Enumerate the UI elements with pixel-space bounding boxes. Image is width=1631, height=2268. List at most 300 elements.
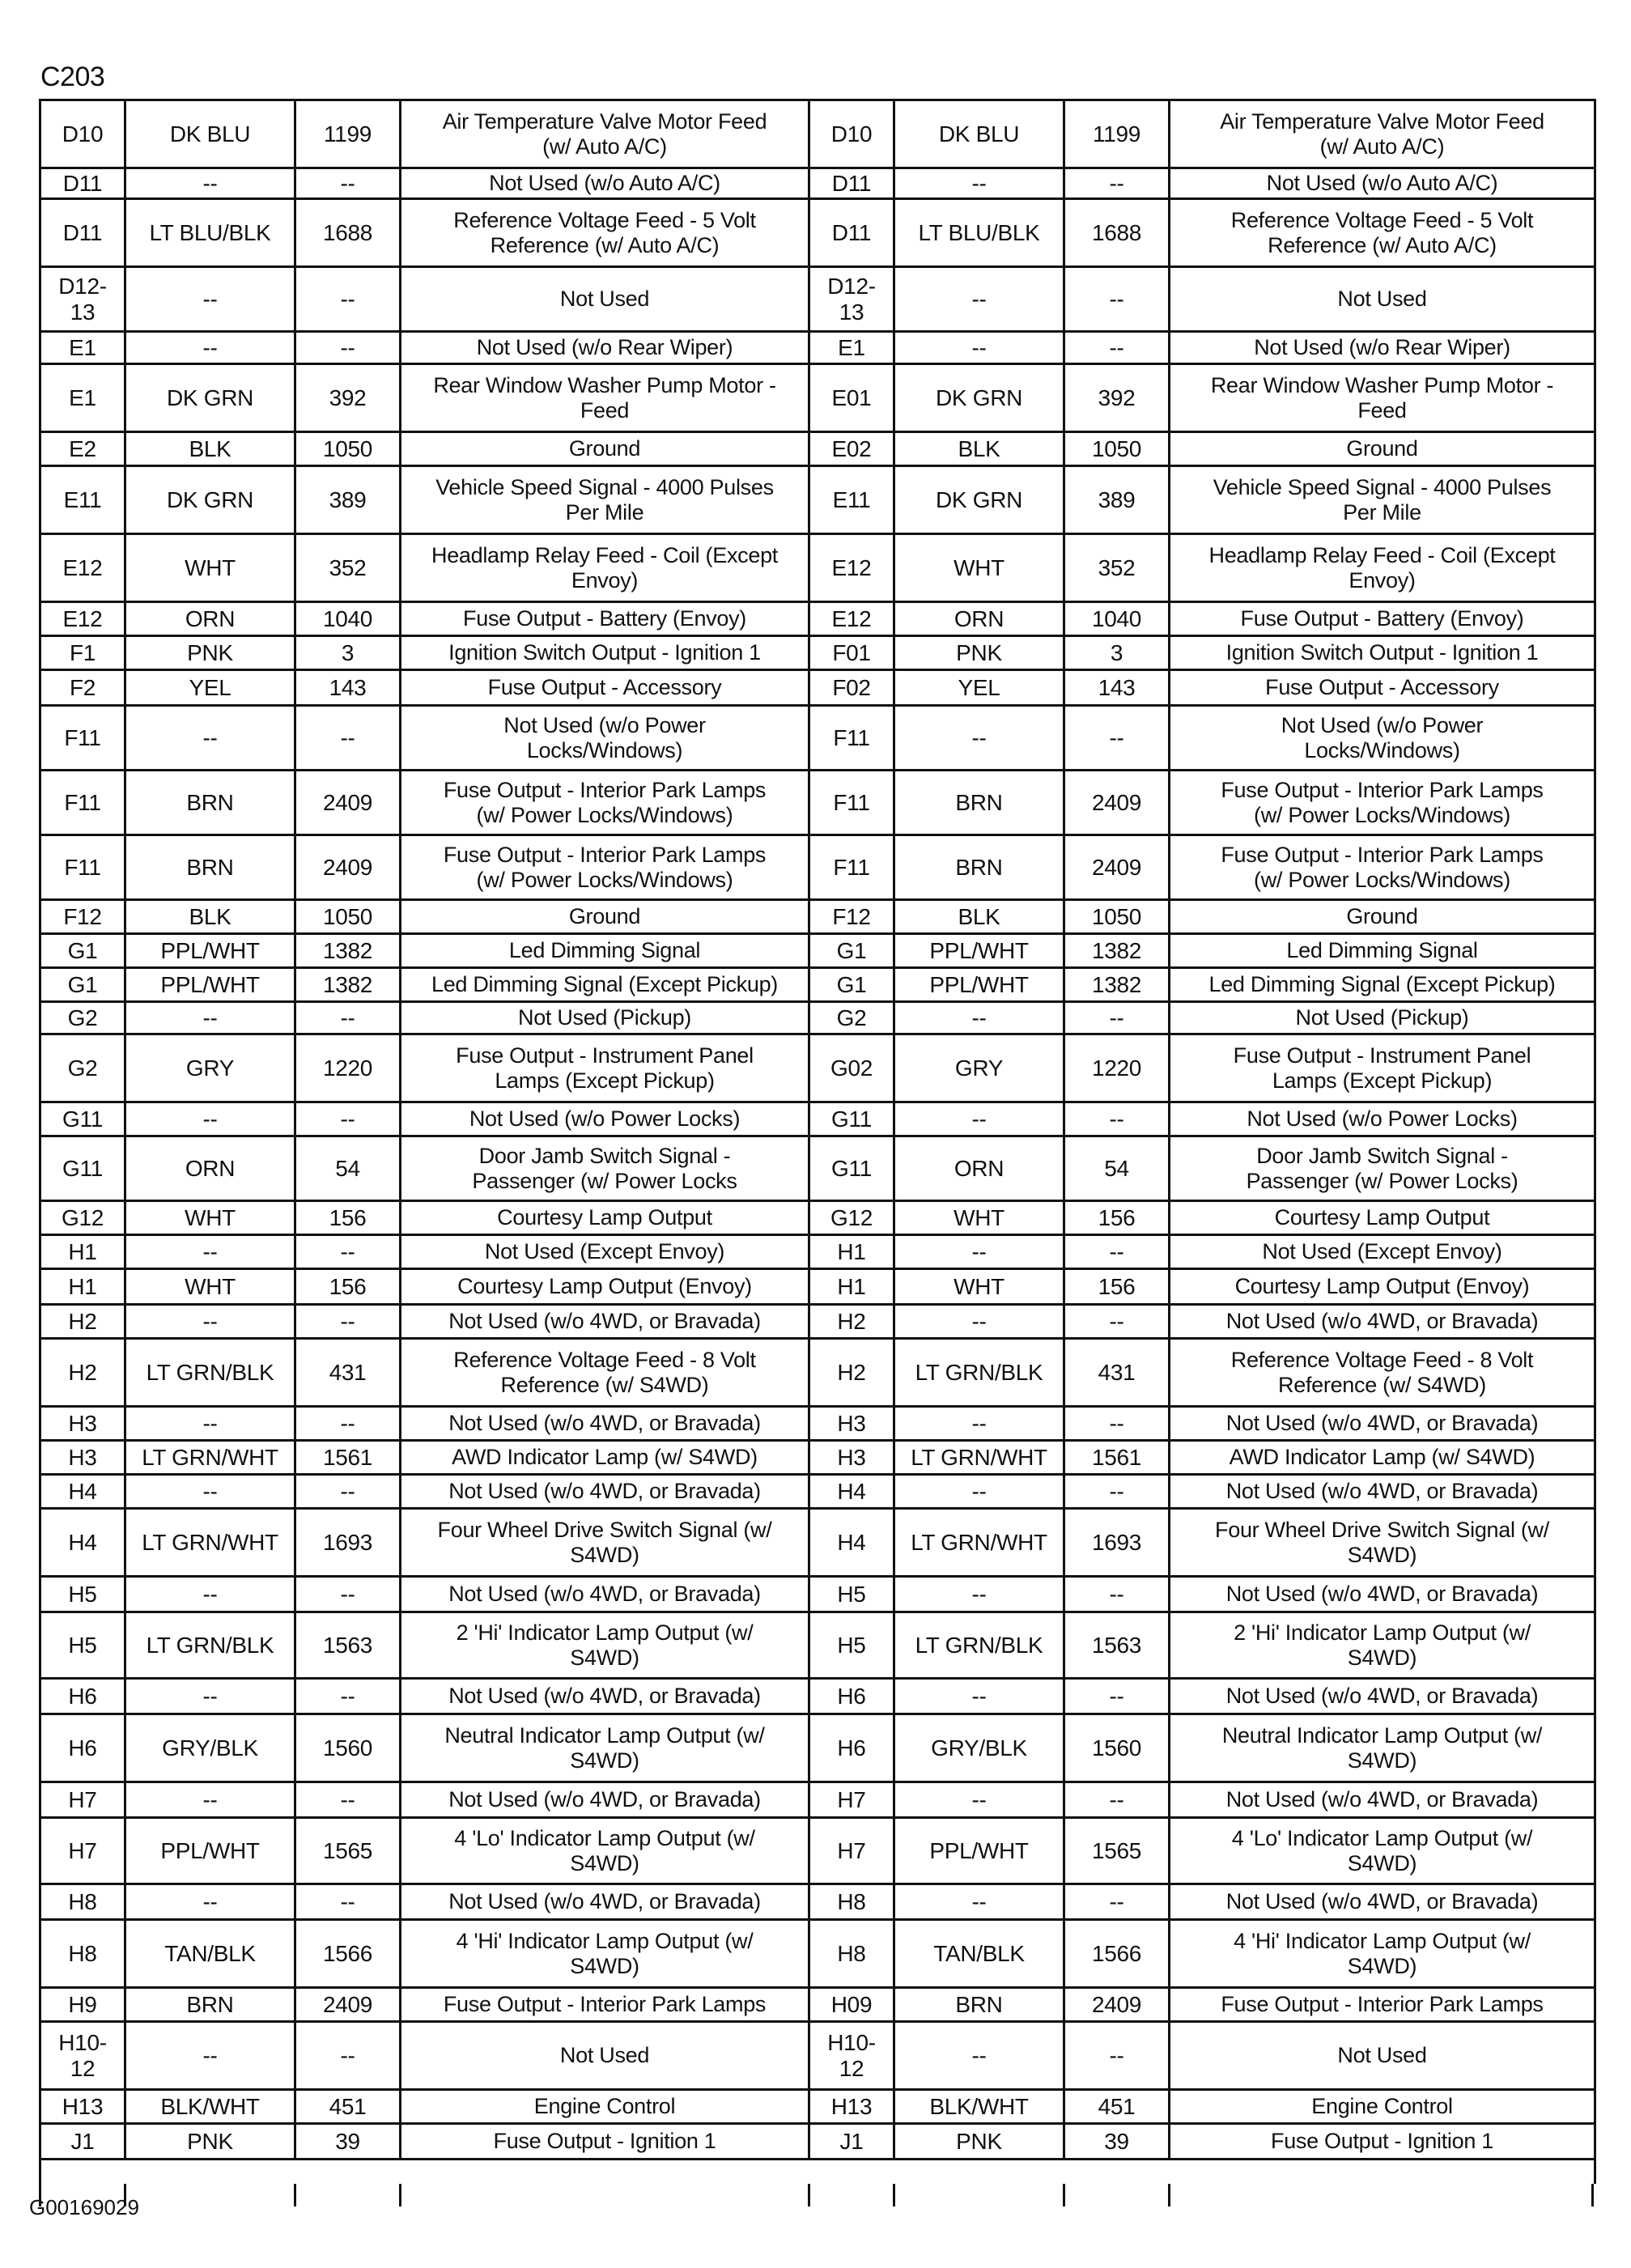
- right-circuit-cell: 39: [1065, 2125, 1170, 2160]
- right-pin-cell: D11: [810, 169, 895, 200]
- right-circuit-cell: 451: [1065, 2091, 1170, 2125]
- right-function-cell: Fuse Output - Battery (Envoy): [1170, 603, 1594, 637]
- right-circuit-cell: 1566: [1065, 1921, 1170, 1989]
- left-pin-cell: E12: [41, 603, 126, 637]
- right-pin-cell: F01: [810, 637, 895, 671]
- right-pin-cell: H5: [810, 1578, 895, 1613]
- left-circuit-cell: 1050: [296, 433, 401, 467]
- connector-pinout-table: [39, 99, 1596, 2184]
- right-function-cell: 4 'Lo' Indicator Lamp Output (w/ S4WD): [1170, 1819, 1594, 1885]
- left-circuit-cell: 3: [296, 637, 401, 671]
- right-function-cell: Not Used (w/o 4WD, or Bravada): [1170, 1476, 1594, 1510]
- right-wire-color-cell: WHT: [895, 535, 1065, 603]
- left-pin-cell: H5: [41, 1578, 126, 1613]
- right-function-cell: Door Jamb Switch Signal - Passenger (w/ Power Locks): [1170, 1137, 1594, 1202]
- left-function-cell: 4 'Hi' Indicator Lamp Output (w/ S4WD): [401, 1921, 810, 1989]
- left-circuit-cell: --: [296, 1236, 401, 1270]
- left-wire-color-cell: --: [126, 268, 296, 333]
- left-wire-color-cell: LT BLU/BLK: [126, 200, 296, 268]
- right-function-cell: Engine Control: [1170, 2091, 1594, 2125]
- right-function-cell: Vehicle Speed Signal - 4000 Pulses Per Mile: [1170, 467, 1594, 535]
- right-pin-cell: E11: [810, 467, 895, 535]
- left-function-cell: 2 'Hi' Indicator Lamp Output (w/ S4WD): [401, 1613, 810, 1680]
- right-pin-cell: H6: [810, 1715, 895, 1783]
- left-pin-cell: G1: [41, 935, 126, 969]
- left-wire-color-cell: DK BLU: [126, 101, 296, 169]
- left-wire-color-cell: GRY/BLK: [126, 1715, 296, 1783]
- left-pin-cell: F11: [41, 707, 126, 771]
- right-circuit-cell: 1382: [1065, 935, 1170, 969]
- left-wire-color-cell: --: [126, 1578, 296, 1613]
- left-circuit-cell: 1040: [296, 603, 401, 637]
- right-wire-color-cell: LT GRN/BLK: [895, 1340, 1065, 1408]
- right-pin-cell: F11: [810, 771, 895, 836]
- right-wire-color-cell: --: [895, 707, 1065, 771]
- left-wire-color-cell: --: [126, 1885, 296, 1921]
- left-circuit-cell: 1693: [296, 1510, 401, 1578]
- right-circuit-cell: --: [1065, 268, 1170, 333]
- right-circuit-cell: 2409: [1065, 1989, 1170, 2023]
- right-pin-cell: E12: [810, 603, 895, 637]
- right-pin-cell: D12- 13: [810, 268, 895, 333]
- left-wire-color-cell: DK GRN: [126, 467, 296, 535]
- right-wire-color-cell: PPL/WHT: [895, 969, 1065, 1003]
- left-circuit-cell: --: [296, 1680, 401, 1715]
- left-wire-color-cell: BRN: [126, 836, 296, 901]
- left-wire-color-cell: PNK: [126, 637, 296, 671]
- left-wire-color-cell: YEL: [126, 671, 296, 707]
- left-pin-cell: G11: [41, 1103, 126, 1137]
- left-pin-cell: F1: [41, 637, 126, 671]
- right-pin-cell: H8: [810, 1885, 895, 1921]
- left-circuit-cell: 1382: [296, 935, 401, 969]
- left-wire-color-cell: LT GRN/BLK: [126, 1613, 296, 1680]
- left-function-cell: Door Jamb Switch Signal - Passenger (w/ Power Locks: [401, 1137, 810, 1202]
- left-wire-color-cell: --: [126, 2023, 296, 2091]
- right-circuit-cell: 1688: [1065, 200, 1170, 268]
- right-circuit-cell: 431: [1065, 1340, 1170, 1408]
- left-function-cell: Courtesy Lamp Output: [401, 1202, 810, 1236]
- pinout-grid: [41, 101, 1594, 2160]
- right-pin-cell: H09: [810, 1989, 895, 2023]
- right-function-cell: Headlamp Relay Feed - Coil (Except Envoy): [1170, 535, 1594, 603]
- right-wire-color-cell: GRY: [895, 1035, 1065, 1103]
- left-pin-cell: H4: [41, 1476, 126, 1510]
- right-circuit-cell: 1561: [1065, 1442, 1170, 1476]
- left-circuit-cell: --: [296, 707, 401, 771]
- left-pin-cell: H6: [41, 1680, 126, 1715]
- left-circuit-cell: 392: [296, 365, 401, 433]
- right-function-cell: Four Wheel Drive Switch Signal (w/ S4WD): [1170, 1510, 1594, 1578]
- left-wire-color-cell: --: [126, 1306, 296, 1340]
- right-circuit-cell: 352: [1065, 535, 1170, 603]
- left-circuit-cell: --: [296, 1885, 401, 1921]
- right-wire-color-cell: BRN: [895, 771, 1065, 836]
- left-circuit-cell: 1199: [296, 101, 401, 169]
- right-wire-color-cell: BRN: [895, 1989, 1065, 2023]
- right-circuit-cell: --: [1065, 1003, 1170, 1035]
- right-function-cell: Reference Voltage Feed - 5 Volt Reference (w/ Auto A/C): [1170, 200, 1594, 268]
- left-wire-color-cell: GRY: [126, 1035, 296, 1103]
- right-circuit-cell: 1040: [1065, 603, 1170, 637]
- left-pin-cell: H8: [41, 1921, 126, 1989]
- left-function-cell: Not Used (w/o 4WD, or Bravada): [401, 1885, 810, 1921]
- right-wire-color-cell: LT GRN/BLK: [895, 1613, 1065, 1680]
- right-wire-color-cell: WHT: [895, 1270, 1065, 1306]
- column-continuation-line: [294, 2184, 296, 2206]
- right-circuit-cell: 1050: [1065, 901, 1170, 935]
- right-circuit-cell: 1563: [1065, 1613, 1170, 1680]
- left-wire-color-cell: BRN: [126, 771, 296, 836]
- right-wire-color-cell: TAN/BLK: [895, 1921, 1065, 1989]
- column-continuation-line: [399, 2184, 401, 2206]
- left-function-cell: Not Used (w/o 4WD, or Bravada): [401, 1476, 810, 1510]
- left-wire-color-cell: DK GRN: [126, 365, 296, 433]
- left-wire-color-cell: PPL/WHT: [126, 1819, 296, 1885]
- right-pin-cell: G11: [810, 1103, 895, 1137]
- left-function-cell: Engine Control: [401, 2091, 810, 2125]
- left-circuit-cell: --: [296, 1476, 401, 1510]
- left-function-cell: Fuse Output - Accessory: [401, 671, 810, 707]
- left-circuit-cell: --: [296, 333, 401, 365]
- right-function-cell: Fuse Output - Interior Park Lamps (w/ Power Locks/Windows): [1170, 771, 1594, 836]
- left-circuit-cell: --: [296, 169, 401, 200]
- left-circuit-cell: 1566: [296, 1921, 401, 1989]
- left-function-cell: Fuse Output - Ignition 1: [401, 2125, 810, 2160]
- right-pin-cell: G11: [810, 1137, 895, 1202]
- left-circuit-cell: 1563: [296, 1613, 401, 1680]
- right-pin-cell: F02: [810, 671, 895, 707]
- right-function-cell: 4 'Hi' Indicator Lamp Output (w/ S4WD): [1170, 1921, 1594, 1989]
- right-wire-color-cell: BLK/WHT: [895, 2091, 1065, 2125]
- right-pin-cell: H5: [810, 1613, 895, 1680]
- left-circuit-cell: 156: [296, 1270, 401, 1306]
- right-pin-cell: E1: [810, 333, 895, 365]
- left-wire-color-cell: --: [126, 1783, 296, 1819]
- right-wire-color-cell: --: [895, 1236, 1065, 1270]
- left-wire-color-cell: ORN: [126, 603, 296, 637]
- left-pin-cell: D10: [41, 101, 126, 169]
- left-pin-cell: H2: [41, 1340, 126, 1408]
- right-pin-cell: G1: [810, 935, 895, 969]
- right-pin-cell: E02: [810, 433, 895, 467]
- left-pin-cell: H1: [41, 1270, 126, 1306]
- right-wire-color-cell: LT GRN/WHT: [895, 1510, 1065, 1578]
- right-pin-cell: G12: [810, 1202, 895, 1236]
- right-wire-color-cell: GRY/BLK: [895, 1715, 1065, 1783]
- left-circuit-cell: --: [296, 1783, 401, 1819]
- right-wire-color-cell: --: [895, 333, 1065, 365]
- left-circuit-cell: 1220: [296, 1035, 401, 1103]
- right-circuit-cell: --: [1065, 707, 1170, 771]
- left-function-cell: Not Used (w/o 4WD, or Bravada): [401, 1408, 810, 1442]
- right-pin-cell: E01: [810, 365, 895, 433]
- left-circuit-cell: 1050: [296, 901, 401, 935]
- right-pin-cell: G1: [810, 969, 895, 1003]
- left-wire-color-cell: PPL/WHT: [126, 935, 296, 969]
- right-pin-cell: H6: [810, 1680, 895, 1715]
- left-function-cell: Rear Window Washer Pump Motor - Feed: [401, 365, 810, 433]
- left-wire-color-cell: --: [126, 1236, 296, 1270]
- left-circuit-cell: 143: [296, 671, 401, 707]
- column-continuation-line: [808, 2184, 810, 2206]
- right-wire-color-cell: ORN: [895, 1137, 1065, 1202]
- right-circuit-cell: --: [1065, 169, 1170, 200]
- left-pin-cell: H4: [41, 1510, 126, 1578]
- left-circuit-cell: 2409: [296, 771, 401, 836]
- right-circuit-cell: --: [1065, 333, 1170, 365]
- right-function-cell: Not Used (w/o 4WD, or Bravada): [1170, 1306, 1594, 1340]
- right-wire-color-cell: YEL: [895, 671, 1065, 707]
- left-wire-color-cell: PPL/WHT: [126, 969, 296, 1003]
- right-pin-cell: H1: [810, 1270, 895, 1306]
- left-pin-cell: E1: [41, 365, 126, 433]
- left-pin-cell: H13: [41, 2091, 126, 2125]
- right-circuit-cell: 392: [1065, 365, 1170, 433]
- left-pin-cell: H2: [41, 1306, 126, 1340]
- right-circuit-cell: 3: [1065, 637, 1170, 671]
- left-wire-color-cell: BRN: [126, 1989, 296, 2023]
- right-function-cell: Not Used (w/o Power Locks): [1170, 1103, 1594, 1137]
- right-wire-color-cell: WHT: [895, 1202, 1065, 1236]
- right-circuit-cell: 1560: [1065, 1715, 1170, 1783]
- left-circuit-cell: --: [296, 1103, 401, 1137]
- right-circuit-cell: --: [1065, 1306, 1170, 1340]
- left-pin-cell: H1: [41, 1236, 126, 1270]
- right-circuit-cell: 2409: [1065, 836, 1170, 901]
- left-pin-cell: D11: [41, 200, 126, 268]
- left-wire-color-cell: BLK: [126, 433, 296, 467]
- right-pin-cell: H4: [810, 1476, 895, 1510]
- right-circuit-cell: 156: [1065, 1202, 1170, 1236]
- left-pin-cell: G12: [41, 1202, 126, 1236]
- left-pin-cell: G2: [41, 1003, 126, 1035]
- right-function-cell: Not Used (Except Envoy): [1170, 1236, 1594, 1270]
- right-wire-color-cell: --: [895, 1578, 1065, 1613]
- right-wire-color-cell: --: [895, 1783, 1065, 1819]
- right-pin-cell: H13: [810, 2091, 895, 2125]
- left-circuit-cell: 1382: [296, 969, 401, 1003]
- left-pin-cell: G11: [41, 1137, 126, 1202]
- left-wire-color-cell: BLK/WHT: [126, 2091, 296, 2125]
- left-circuit-cell: 54: [296, 1137, 401, 1202]
- right-function-cell: Fuse Output - Instrument Panel Lamps (Except Pickup): [1170, 1035, 1594, 1103]
- left-pin-cell: E2: [41, 433, 126, 467]
- left-wire-color-cell: WHT: [126, 535, 296, 603]
- right-circuit-cell: --: [1065, 1680, 1170, 1715]
- left-circuit-cell: 1565: [296, 1819, 401, 1885]
- left-function-cell: Ignition Switch Output - Ignition 1: [401, 637, 810, 671]
- left-function-cell: Not Used (w/o 4WD, or Bravada): [401, 1680, 810, 1715]
- left-pin-cell: H10- 12: [41, 2023, 126, 2091]
- right-pin-cell: J1: [810, 2125, 895, 2160]
- right-function-cell: Fuse Output - Interior Park Lamps (w/ Power Locks/Windows): [1170, 836, 1594, 901]
- right-pin-cell: H4: [810, 1510, 895, 1578]
- left-function-cell: Fuse Output - Interior Park Lamps (w/ Power Locks/Windows): [401, 836, 810, 901]
- left-circuit-cell: 2409: [296, 1989, 401, 2023]
- left-wire-color-cell: --: [126, 1680, 296, 1715]
- right-function-cell: Ignition Switch Output - Ignition 1: [1170, 637, 1594, 671]
- left-wire-color-cell: WHT: [126, 1270, 296, 1306]
- right-circuit-cell: --: [1065, 1885, 1170, 1921]
- right-pin-cell: H10- 12: [810, 2023, 895, 2091]
- right-circuit-cell: --: [1065, 1236, 1170, 1270]
- right-function-cell: Courtesy Lamp Output: [1170, 1202, 1594, 1236]
- left-pin-cell: D11: [41, 169, 126, 200]
- left-pin-cell: H3: [41, 1442, 126, 1476]
- left-pin-cell: E12: [41, 535, 126, 603]
- right-function-cell: Led Dimming Signal (Except Pickup): [1170, 969, 1594, 1003]
- left-wire-color-cell: PNK: [126, 2125, 296, 2160]
- right-wire-color-cell: BLK: [895, 901, 1065, 935]
- right-circuit-cell: --: [1065, 1103, 1170, 1137]
- right-wire-color-cell: --: [895, 1476, 1065, 1510]
- left-pin-cell: H5: [41, 1613, 126, 1680]
- column-continuation-line: [1063, 2184, 1065, 2206]
- right-circuit-cell: --: [1065, 1408, 1170, 1442]
- right-circuit-cell: 1050: [1065, 433, 1170, 467]
- right-circuit-cell: --: [1065, 1578, 1170, 1613]
- right-wire-color-cell: --: [895, 169, 1065, 200]
- left-wire-color-cell: --: [126, 169, 296, 200]
- right-circuit-cell: 1220: [1065, 1035, 1170, 1103]
- left-function-cell: Fuse Output - Battery (Envoy): [401, 603, 810, 637]
- right-function-cell: Courtesy Lamp Output (Envoy): [1170, 1270, 1594, 1306]
- left-function-cell: Vehicle Speed Signal - 4000 Pulses Per Mile: [401, 467, 810, 535]
- right-function-cell: Not Used (w/o 4WD, or Bravada): [1170, 1885, 1594, 1921]
- right-function-cell: Not Used (w/o Power Locks/Windows): [1170, 707, 1594, 771]
- right-pin-cell: H3: [810, 1408, 895, 1442]
- left-function-cell: Not Used: [401, 2023, 810, 2091]
- right-wire-color-cell: PNK: [895, 637, 1065, 671]
- left-function-cell: Not Used (w/o 4WD, or Bravada): [401, 1578, 810, 1613]
- right-wire-color-cell: PNK: [895, 2125, 1065, 2160]
- left-pin-cell: G1: [41, 969, 126, 1003]
- left-pin-cell: H8: [41, 1885, 126, 1921]
- left-circuit-cell: --: [296, 1408, 401, 1442]
- right-function-cell: Not Used (w/o 4WD, or Bravada): [1170, 1680, 1594, 1715]
- right-pin-cell: G2: [810, 1003, 895, 1035]
- left-circuit-cell: --: [296, 1578, 401, 1613]
- left-pin-cell: H7: [41, 1783, 126, 1819]
- right-function-cell: 2 'Hi' Indicator Lamp Output (w/ S4WD): [1170, 1613, 1594, 1680]
- right-function-cell: Rear Window Washer Pump Motor - Feed: [1170, 365, 1594, 433]
- right-function-cell: Not Used: [1170, 268, 1594, 333]
- right-function-cell: Fuse Output - Accessory: [1170, 671, 1594, 707]
- left-function-cell: Fuse Output - Interior Park Lamps (w/ Power Locks/Windows): [401, 771, 810, 836]
- left-circuit-cell: 1688: [296, 200, 401, 268]
- left-wire-color-cell: TAN/BLK: [126, 1921, 296, 1989]
- right-wire-color-cell: --: [895, 1408, 1065, 1442]
- left-function-cell: Neutral Indicator Lamp Output (w/ S4WD): [401, 1715, 810, 1783]
- right-circuit-cell: --: [1065, 2023, 1170, 2091]
- left-circuit-cell: 451: [296, 2091, 401, 2125]
- right-circuit-cell: 389: [1065, 467, 1170, 535]
- right-function-cell: Fuse Output - Ignition 1: [1170, 2125, 1594, 2160]
- left-function-cell: Four Wheel Drive Switch Signal (w/ S4WD): [401, 1510, 810, 1578]
- left-circuit-cell: 39: [296, 2125, 401, 2160]
- right-pin-cell: H3: [810, 1442, 895, 1476]
- left-pin-cell: H6: [41, 1715, 126, 1783]
- right-wire-color-cell: --: [895, 1885, 1065, 1921]
- right-pin-cell: H2: [810, 1306, 895, 1340]
- right-function-cell: Not Used (w/o Rear Wiper): [1170, 333, 1594, 365]
- right-pin-cell: F11: [810, 836, 895, 901]
- left-function-cell: Not Used: [401, 268, 810, 333]
- right-circuit-cell: --: [1065, 1783, 1170, 1819]
- left-wire-color-cell: WHT: [126, 1202, 296, 1236]
- right-function-cell: Not Used (w/o 4WD, or Bravada): [1170, 1578, 1594, 1613]
- right-function-cell: Led Dimming Signal: [1170, 935, 1594, 969]
- right-function-cell: Not Used (w/o Auto A/C): [1170, 169, 1594, 200]
- left-pin-cell: H7: [41, 1819, 126, 1885]
- right-pin-cell: H1: [810, 1236, 895, 1270]
- right-wire-color-cell: BRN: [895, 836, 1065, 901]
- left-wire-color-cell: --: [126, 1476, 296, 1510]
- left-wire-color-cell: LT GRN/WHT: [126, 1442, 296, 1476]
- column-continuation-line: [1168, 2184, 1170, 2206]
- right-pin-cell: D11: [810, 200, 895, 268]
- left-pin-cell: F12: [41, 901, 126, 935]
- right-wire-color-cell: DK BLU: [895, 101, 1065, 169]
- left-pin-cell: J1: [41, 2125, 126, 2160]
- left-function-cell: Headlamp Relay Feed - Coil (Except Envoy): [401, 535, 810, 603]
- left-pin-cell: G2: [41, 1035, 126, 1103]
- left-pin-cell: E1: [41, 333, 126, 365]
- left-circuit-cell: 156: [296, 1202, 401, 1236]
- left-circuit-cell: --: [296, 1306, 401, 1340]
- right-circuit-cell: 1199: [1065, 101, 1170, 169]
- right-wire-color-cell: LT GRN/WHT: [895, 1442, 1065, 1476]
- left-wire-color-cell: ORN: [126, 1137, 296, 1202]
- left-function-cell: Not Used (w/o Power Locks/Windows): [401, 707, 810, 771]
- column-continuation-line: [893, 2184, 895, 2206]
- left-function-cell: Not Used (w/o Auto A/C): [401, 169, 810, 200]
- left-function-cell: AWD Indicator Lamp (w/ S4WD): [401, 1442, 810, 1476]
- right-circuit-cell: 54: [1065, 1137, 1170, 1202]
- left-pin-cell: H3: [41, 1408, 126, 1442]
- right-wire-color-cell: --: [895, 1680, 1065, 1715]
- table-continuation-lines: [39, 2184, 1596, 2206]
- right-pin-cell: D10: [810, 101, 895, 169]
- left-wire-color-cell: --: [126, 1103, 296, 1137]
- left-circuit-cell: 1561: [296, 1442, 401, 1476]
- left-circuit-cell: 389: [296, 467, 401, 535]
- left-function-cell: Led Dimming Signal: [401, 935, 810, 969]
- right-function-cell: Ground: [1170, 433, 1594, 467]
- left-function-cell: Fuse Output - Interior Park Lamps: [401, 1989, 810, 2023]
- right-wire-color-cell: --: [895, 1103, 1065, 1137]
- left-function-cell: Led Dimming Signal (Except Pickup): [401, 969, 810, 1003]
- left-function-cell: Not Used (Pickup): [401, 1003, 810, 1035]
- left-wire-color-cell: --: [126, 1003, 296, 1035]
- figure-code: G00169029: [29, 2195, 139, 2219]
- right-function-cell: Air Temperature Valve Motor Feed (w/ Auto A/C): [1170, 101, 1594, 169]
- left-pin-cell: F11: [41, 771, 126, 836]
- left-circuit-cell: 352: [296, 535, 401, 603]
- left-pin-cell: D12- 13: [41, 268, 126, 333]
- left-function-cell: Reference Voltage Feed - 8 Volt Reference (w/ S4WD): [401, 1340, 810, 1408]
- left-function-cell: Ground: [401, 901, 810, 935]
- left-wire-color-cell: --: [126, 707, 296, 771]
- right-pin-cell: F12: [810, 901, 895, 935]
- right-circuit-cell: --: [1065, 1476, 1170, 1510]
- left-circuit-cell: --: [296, 2023, 401, 2091]
- right-circuit-cell: 156: [1065, 1270, 1170, 1306]
- right-wire-color-cell: --: [895, 2023, 1065, 2091]
- left-function-cell: Ground: [401, 433, 810, 467]
- left-circuit-cell: --: [296, 268, 401, 333]
